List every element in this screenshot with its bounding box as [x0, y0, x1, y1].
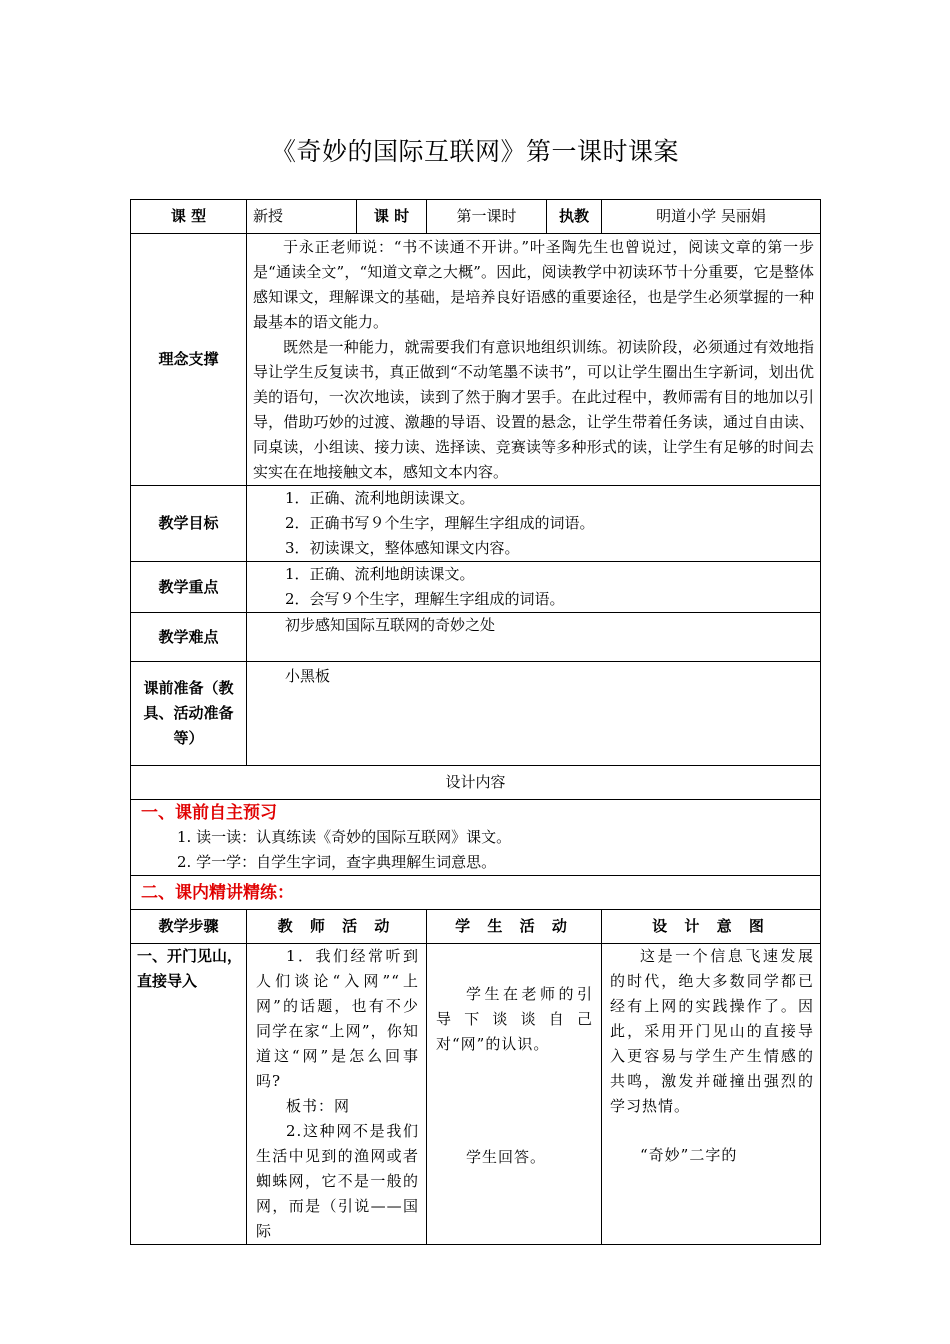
section1-title: 一、课前自主预习 [141, 803, 277, 823]
period-value: 第一课时 [427, 200, 547, 234]
teacher-activity [247, 944, 427, 1245]
teacher-paragraph: 2.这种网不是我们生活中见到的渔网或者蜘蛛网，它不是一般的网，而是（引说——国际 [256, 1122, 419, 1240]
section1-row [131, 800, 821, 876]
goal-item: 2．正确书写９个生字，理解生字组成的词语。 [285, 514, 595, 532]
student-activity [427, 944, 602, 1245]
preview-item: 2. 学一学：自学生字词，查字典理解生词意思。 [177, 853, 497, 871]
intent-content [602, 944, 821, 1245]
teacher-paragraph: 1．我们经常听到人们谈论“入网”“上网”的话题，也有不少同学在家“上网”，你知道这“网”是怎么回事吗? [256, 947, 419, 1090]
preview-item: 1. 读一读：认真练读《奇妙的国际互联网》课文。 [177, 828, 512, 846]
teacher-value: 明道小学 吴丽娟 [602, 200, 821, 234]
teacher-label: 执教 [547, 200, 602, 234]
intent-paragraph: “奇妙”二字的 [640, 1146, 738, 1164]
keypoints-row [131, 562, 821, 613]
section2-content [131, 876, 821, 910]
concept-content [247, 234, 821, 486]
design-title: 设计内容 [131, 766, 821, 800]
step-name: 一、开门见山，直接导入 [131, 944, 247, 1245]
lesson-plan-table [130, 199, 821, 1245]
goals-row [131, 486, 821, 562]
concept-row [131, 234, 821, 486]
keypoints-label: 教学重点 [131, 562, 247, 613]
student-paragraph: 学生在老师的引导下谈谈自己对“网”的认识。 [436, 985, 594, 1053]
concept-paragraph: 于永正老师说：“书不读通不开讲。”叶圣陶先生也曾说过，阅读文章的第一步是“通读全文”，“知道文章之大概”。因此，阅读教学中初读环节十分重要，它是整体感知课文，理解课文的基础，是培养良好语感的重要途径，也是学生必须掌握的一种最基本的语文能力。 [253, 238, 815, 331]
teacher-header: 教 师 活 动 [247, 910, 427, 944]
design-row [131, 766, 821, 800]
keypoint-item: 2．会写９个生字，理解生字组成的词语。 [285, 590, 565, 608]
student-paragraph: 学生回答。 [466, 1148, 547, 1166]
step-header-row [131, 910, 821, 944]
intent-header: 设 计 意 图 [602, 910, 821, 944]
prep-row [131, 662, 821, 766]
goals-content [247, 486, 821, 562]
concept-paragraph: 既然是一种能力，就需要我们有意识地组织训练。初读阶段，必须通过有效地指导让学生反复读书，真正做到“不动笔墨不读书”，可以让学生圈出生字新词，划出优美的语句，一次次地读，读到了然于胸才罢手。在此过程中，教师需有目的地加以引导，借助巧妙的过渡、激趣的导语、设置的悬念，让学生带着任务读，通过自由读、同桌读，小组读、接力读、选择读、竞赛读等多种形式的读，让学生有足够的时间去实实在在地接触文本，感知文本内容。 [253, 338, 815, 481]
header-row [131, 200, 821, 234]
keypoint-item: 1．正确、流利地朗读课文。 [285, 565, 475, 583]
step-row [131, 944, 821, 1245]
page-title: 《奇妙的国际互联网》第一课时课案 [270, 137, 679, 166]
step-header: 教学步骤 [131, 910, 247, 944]
section1-content [131, 800, 821, 876]
goals-label: 教学目标 [131, 486, 247, 562]
intent-paragraph: 这是一个信息飞速发展的时代，绝大多数同学都已经有上网的实践操作了。因此，采用开门见山的直接导入更容易与学生产生情感的共鸣，激发并碰撞出强烈的学习热情。 [610, 947, 815, 1115]
section2-row [131, 876, 821, 910]
period-label: 课 时 [357, 200, 427, 234]
section2-title: 二、课内精讲精练： [141, 882, 294, 903]
type-value: 新授 [247, 200, 357, 234]
difficulty-row [131, 613, 821, 662]
goal-item: 1．正确、流利地朗读课文。 [285, 489, 475, 507]
teacher-paragraph: 板书：网 [286, 1097, 351, 1115]
difficulty-value: 初步感知国际互联网的奇妙之处 [247, 613, 821, 662]
difficulty-label: 教学难点 [131, 613, 247, 662]
concept-label: 理念支撑 [131, 234, 247, 486]
type-label: 课 型 [131, 200, 247, 234]
prep-label: 课前准备（教具、活动准备等） [131, 662, 247, 766]
goal-item: 3．初读课文，整体感知课文内容。 [285, 539, 520, 557]
keypoints-content [247, 562, 821, 613]
prep-value: 小黑板 [247, 662, 821, 766]
student-header: 学 生 活 动 [427, 910, 602, 944]
